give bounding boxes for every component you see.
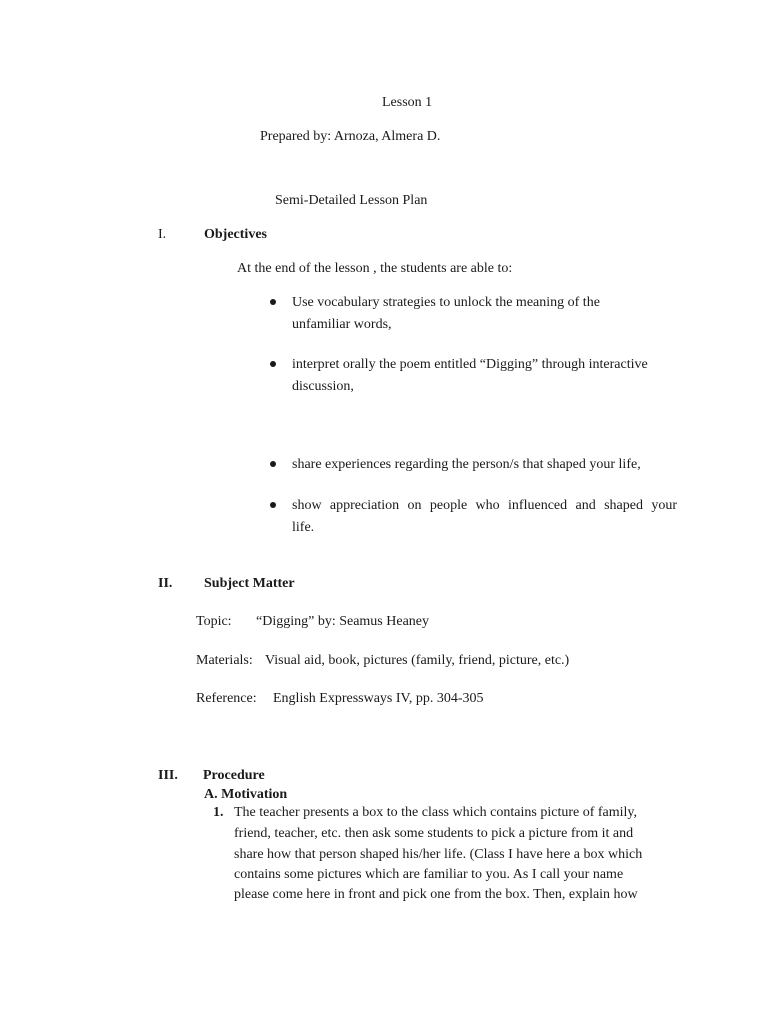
subject-matter-heading: Subject Matter — [204, 576, 295, 591]
subject-matter-numeral: II. — [158, 576, 173, 591]
procedure-numeral: III. — [158, 768, 178, 783]
bullet-icon — [270, 461, 276, 467]
paragraph-line: The teacher presents a box to the class which contains picture of family, — [234, 805, 638, 820]
plan-title: Semi-Detailed Lesson Plan — [275, 193, 428, 208]
bullet-icon — [270, 299, 276, 305]
paragraph-line: contains some pictures which are familiar to you. As I call your name — [234, 867, 624, 882]
prepared-by: Prepared by: Arnoza, Almera D. — [260, 129, 441, 144]
materials-label: Materials: — [196, 653, 253, 668]
bullet-icon — [270, 361, 276, 367]
bullet-text-line: share experiences regarding the person/s that shaped your life, — [292, 457, 641, 472]
lesson-number: Lesson 1 — [382, 95, 433, 110]
bullet-text-line: show appreciation on people who influenced and shaped your — [292, 498, 677, 513]
bullet-text-line: life. — [292, 520, 315, 535]
topic-label: Topic: — [196, 614, 232, 629]
bullet-text-line: interpret orally the poem entitled “Digging” through interactive — [292, 357, 648, 372]
bullet-text-line: Use vocabulary strategies to unlock the meaning of the — [292, 295, 600, 310]
objectives-heading: Objectives — [204, 227, 267, 242]
objectives-numeral: I. — [158, 227, 167, 242]
bullet-icon — [270, 502, 276, 508]
reference-label: Reference: — [196, 691, 257, 706]
motivation-subheading: A. Motivation — [204, 787, 288, 802]
topic-value: “Digging” by: Seamus Heaney — [256, 614, 430, 629]
reference-value: English Expressways IV, pp. 304-305 — [273, 691, 484, 706]
objectives-intro: At the end of the lesson , the students are able to: — [237, 261, 513, 276]
bullet-text-line: discussion, — [292, 379, 354, 394]
procedure-heading: Procedure — [203, 768, 265, 783]
bullet-text-line: unfamiliar words, — [292, 317, 392, 332]
procedure-item-number: 1. — [213, 805, 224, 820]
paragraph-line: friend, teacher, etc. then ask some students to pick a picture from it and — [234, 826, 634, 841]
materials-value: Visual aid, book, pictures (family, friend, picture, etc.) — [265, 653, 570, 668]
paragraph-line: share how that person shaped his/her life. (Class I have here a box which — [234, 847, 643, 862]
paragraph-line: please come here in front and pick one from the box. Then, explain how — [234, 887, 638, 902]
